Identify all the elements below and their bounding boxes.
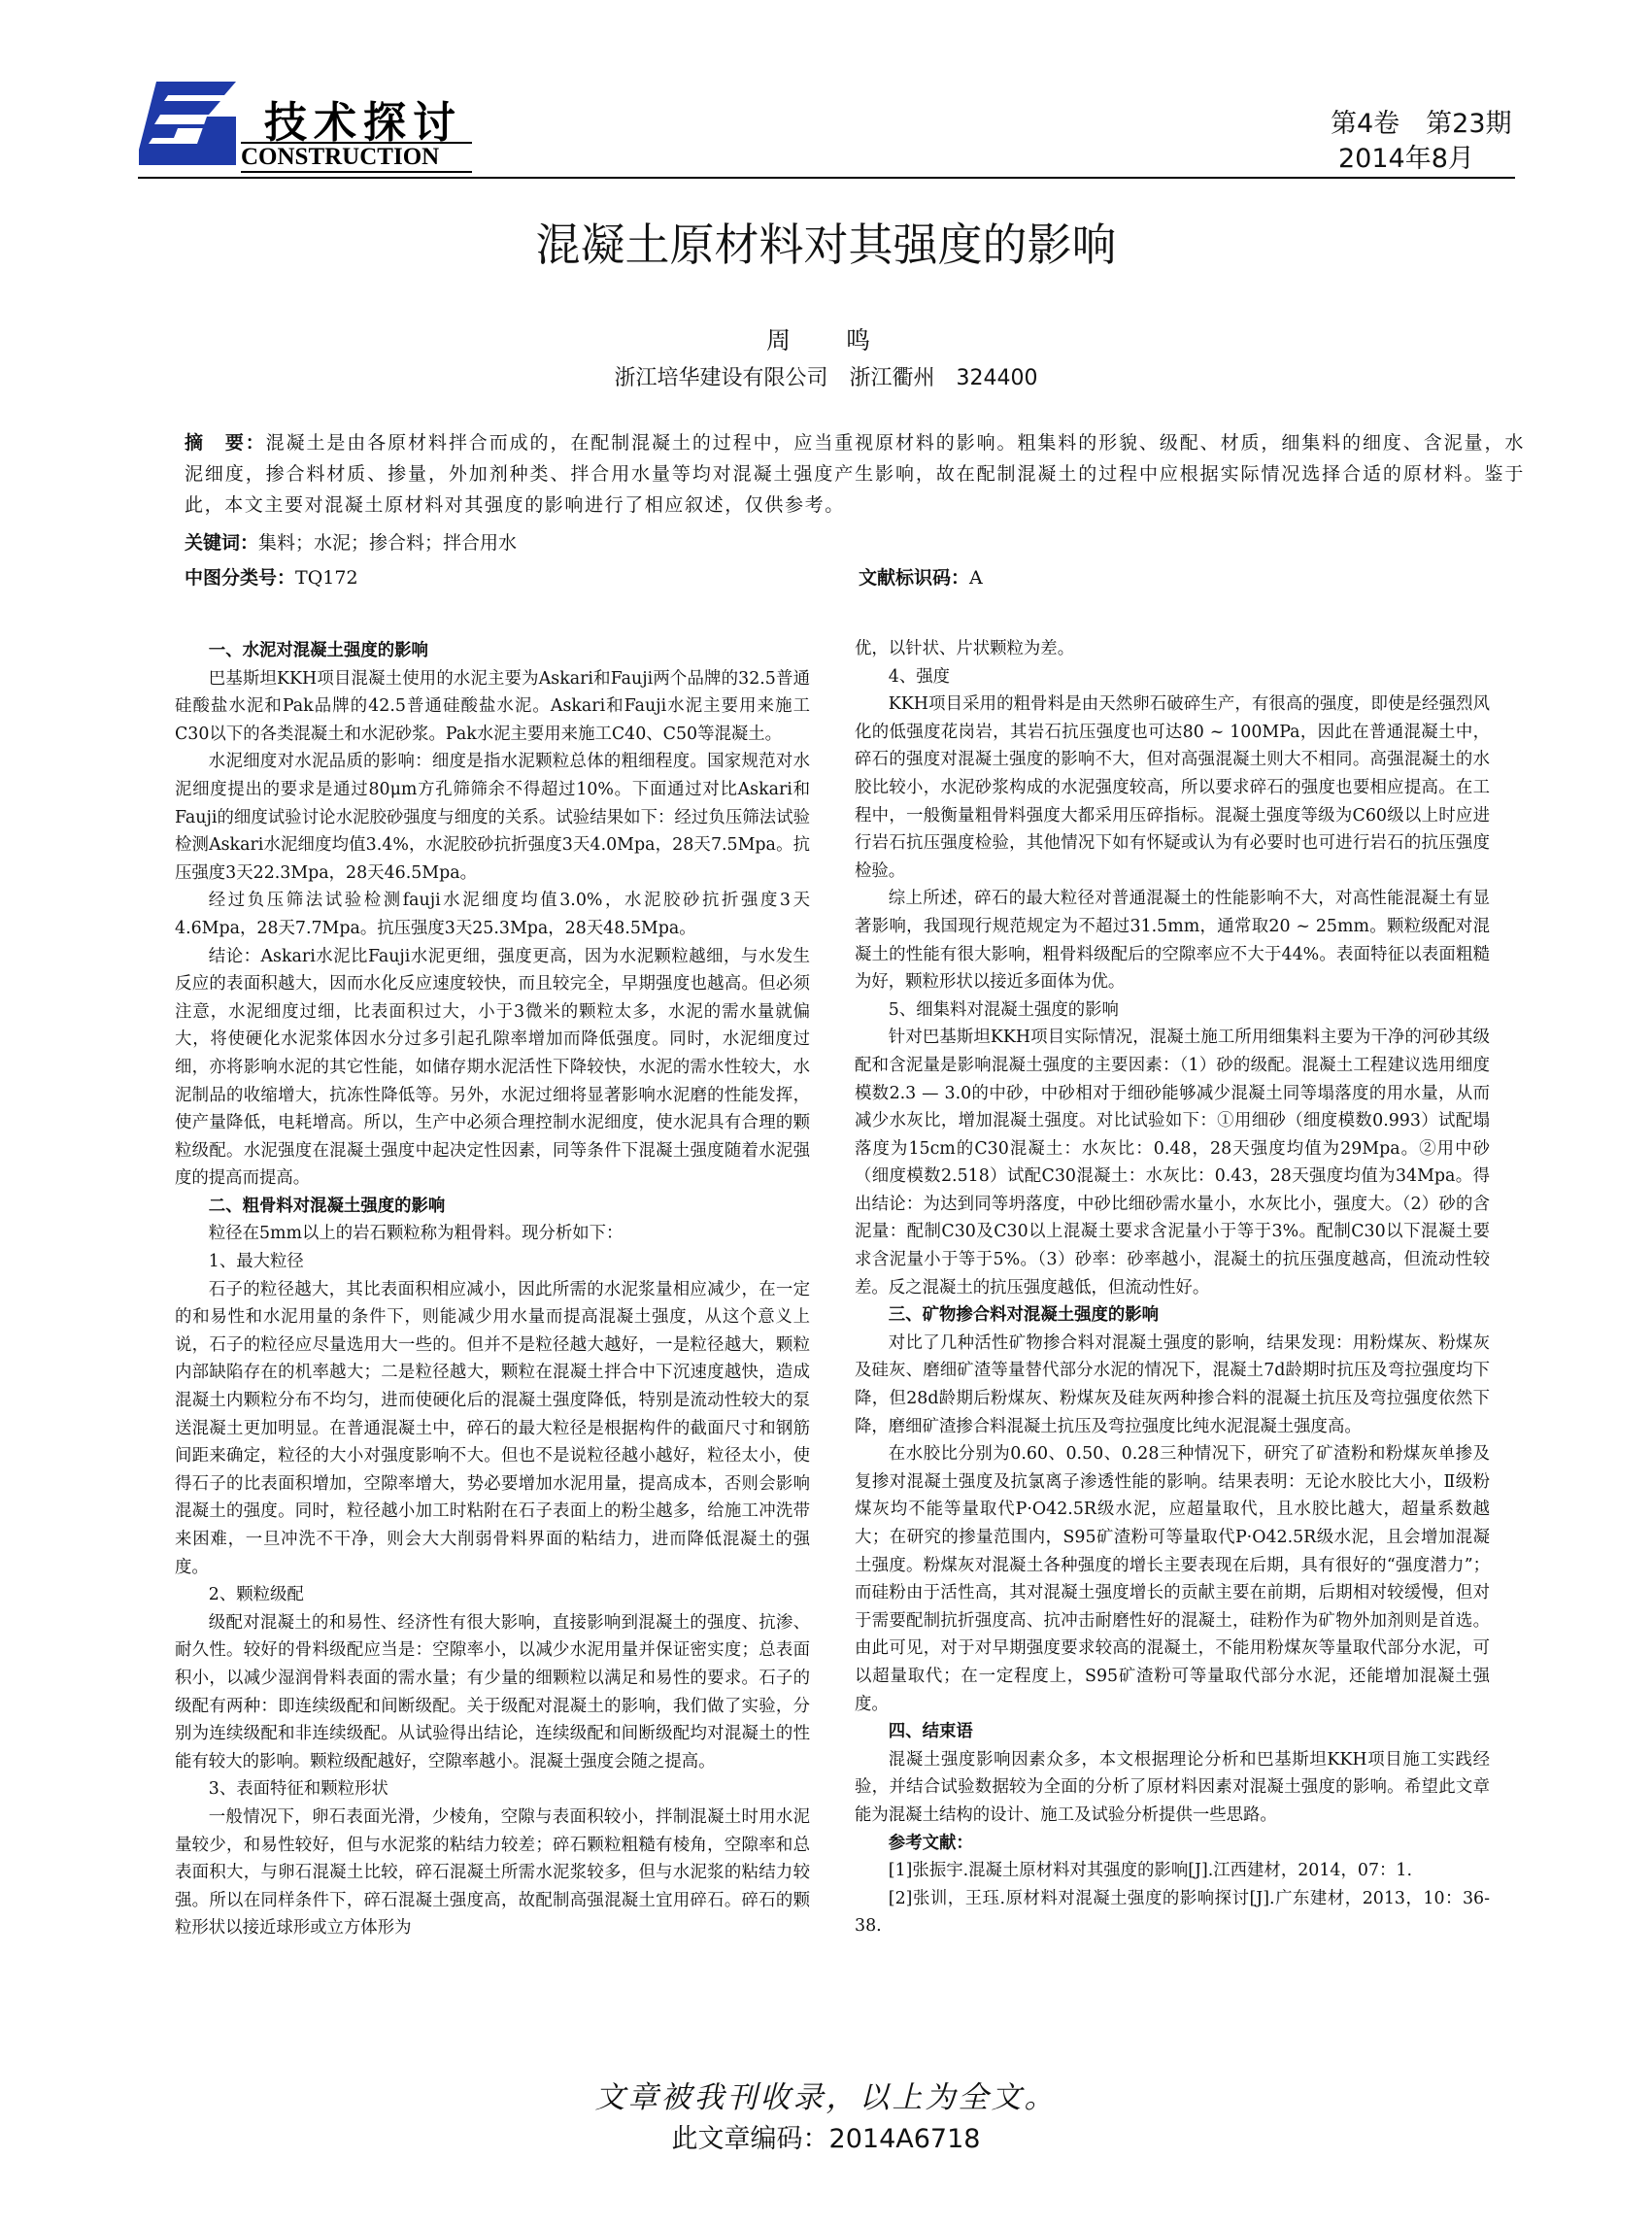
paragraph: KKH项目采用的粗骨料是由天然卵石破碎生产，有很高的强度，即使是经强烈风化的低强度花岗岩，其岩石抗压强度也可达80 ~ 100MPa，因此在普通混凝土中，碎石的强度对混凝土强度的影响不大，但对高强混凝土则大不相同。高强混凝土的水胶比较小，水泥砂浆构成的水泥强度较高，所以要求碎石的强度也要相应提高。在工程中，一般衡量粗骨料强度大都采用压碎指标。混凝土强度等级为C60级以上时应进行岩石抗压强度检验，其他情况下如有怀疑或认为有必要时也可进行岩石的抗压强度检验。 — [855, 694, 1490, 881]
article-title: 混凝土原材料对其强度的影响 — [535, 219, 1117, 271]
paragraph: 5、细集料对混凝土强度的影响 — [888, 999, 1119, 1020]
issue-date: 2014年8月 — [1338, 144, 1474, 174]
section-heading: 一、水泥对混凝土强度的影响 — [208, 641, 428, 660]
issue-info — [1331, 107, 1512, 177]
keywords-label: 关键词： — [185, 532, 259, 554]
body-column-right — [855, 635, 1490, 1940]
document-code — [859, 563, 983, 590]
paragraph: 一般情况下，卵石表面光滑，少棱角，空隙与表面积较小，拌制混凝土时用水泥量较少，和易性较好，但与水泥浆的粘结力较差；碎石颗粒粗糙有棱角，空隙率和总表面积大，与卵石混凝土比较，碎石混凝土所需水泥浆较多，但与水泥浆的粘结力较强。所以在同样条件下，碎石混凝土强度高，故配制高强混凝土宜用碎石。碎石的颗粒形状以接近球形或立方体形为 — [175, 1806, 810, 1939]
clc-value: TQ172 — [295, 567, 358, 589]
keywords — [185, 528, 517, 555]
paragraph: [1]张振宇.混凝土原材料对其强度的影响[J].江西建材，2014，07：1. — [888, 1861, 1412, 1881]
abstract-label: 摘 要： — [185, 432, 266, 454]
clc-label: 中图分类号： — [185, 567, 296, 589]
paragraph: 级配对混凝土的和易性、经济性有很大影响，直接影响到混凝土的强度、抗渗、耐久性。较好的骨料级配应当是：空隙率小，以减少水泥用量并保证密实度；总表面积小，以减少湿润骨料表面的需水量；有少量的细颗粒以满足和易性的要求。石子的级配有两种：即连续级配和间断级配。关于级配对混凝土的影响，我们做了实验，分别为连续级配和非连续级配。从试验得出结论，连续级配和间断级配均对混凝土的性能有较大的影响。颗粒级配越好，空隙率越小。混凝土强度会随之提高。 — [175, 1612, 810, 1771]
paragraph: 3、表面特征和颗粒形状 — [208, 1779, 388, 1800]
masthead-english: CONSTRUCTION — [241, 142, 472, 173]
paragraph: 1、最大粒径 — [208, 1252, 304, 1272]
doccode-label: 文献标识码： — [859, 567, 970, 589]
paragraph: 在水胶比分别为0.60、0.50、0.28三种情况下，研究了矿渣粉和粉煤灰单掺及复掺对混凝土强度及抗氯离子渗透性能的影响。结果表明：无论水胶比大小，Ⅱ级粉煤灰均不能等量取代P·O42.5R级水泥，应超量取代，且水胶比越大，超量系数越大；在研究的掺量范围内，S95矿渣粉可等量取代P·O42.5R级水泥，且会增加混凝土强度。粉煤灰对混凝土各种强度的增长主要表现在后期，具有很好的“强度潜力”；而硅粉由于活性高，其对混凝土强度增长的贡献主要在前期，后期相对较缓慢，但对于需要配制抗折强度高、抗冲击耐磨性好的混凝土，硅粉作为矿物外加剂则是首选。由此可见，对于对早期强度要求较高的混凝土，不能用粉煤灰等量取代部分水泥，可以超量取代；在一定程度上，S95矿渣粉可等量取代部分水泥，还能增加混凝土强度。 — [855, 1444, 1490, 1714]
section-heading: 三、矿物掺合料对混凝土强度的影响 — [888, 1305, 1160, 1326]
section-heading: 参考文献： — [888, 1833, 973, 1853]
paragraph: 综上所述，碎石的最大粒径对普通混凝土的性能影响不大，对高性能混凝土有显著影响，我国现行规范规定为不超过31.5mm，通常取20 ~ 25mm。颗粒级配对混凝土的性能有很大影响，粗骨料级配后的空隙率应不大于44%。表面特征以表面粗糙为好，颗粒形状以接近多面体为优。 — [855, 889, 1490, 993]
article-author: 周 鸣 — [765, 326, 886, 354]
footer-note: 文章被我刊收录，以上为全文。 — [594, 2080, 1058, 2115]
paragraph: 粒径在5mm以上的岩石颗粒称为粗骨料。现分析如下： — [208, 1224, 624, 1244]
classification-number — [185, 563, 358, 590]
section-heading: 二、粗骨料对混凝土强度的影响 — [208, 1196, 446, 1216]
masthead-title: 技术探讨 — [264, 98, 462, 148]
volume-issue: 第4卷 第23期 — [1331, 109, 1512, 139]
journal-logo-icon — [139, 82, 236, 165]
paragraph: 结论：Askari水泥比Fauji水泥更细，强度更高，因为水泥颗粒越细，与水发生反应的表面积越大，因而水化反应速度较快，而且较完全，早期强度也越高。但必须注意，水泥细度过细，比表面积过大，小于3微米的颗粒太多，水泥的需水量就偏大，将使硬化水泥浆体因水分过多引起孔隙率增加而降低强度。同时，水泥细度过细，亦将影响水泥的其它性能，如储存期水泥活性下降较快，水泥的需水性较大，水泥制品的收缩增大，抗冻性降低等。另外，水泥过细将显著影响水泥磨的性能发挥，使产量降低，电耗增高。所以，生产中必须合理控制水泥细度，使水泥具有合理的颗粒级配。水泥强度在混凝土强度中起决定性因素，同等条件下混凝土强度随着水泥强度的提高而提高。 — [175, 946, 810, 1189]
paragraph: 优，以针状、片状颗粒为差。 — [855, 639, 1075, 658]
article-affiliation: 浙江培华建设有限公司 浙江衢州 324400 — [614, 366, 1038, 390]
paragraph: 4、强度 — [888, 666, 951, 687]
paragraph: 石子的粒径越大，其比表面积相应减小，因此所需的水泥浆量相应减少，在一定的和易性和水泥用量的条件下，则能减少用水量而提高混凝土强度，从这个意义上说，石子的粒径应尽量选用大一些的。但并不是粒径越大越好，一是粒径越大，颗粒内部缺陷存在的机率越大；二是粒径越大，颗粒在混凝土拌合中下沉速度越快，造成混凝土内颗粒分布不均匀，进而使硬化后的混凝土强度降低，特别是流动性较大的泵送混凝土更加明显。在普通混凝土中，碎石的最大粒径是根据构件的截面尺寸和钢筋间距来确定，粒径的大小对强度影响不大。但也不是说粒径越小越好，粒径太小，使得石子的比表面积增加，空隙率增大，势必要增加水泥用量，提高成本，否则会影响混凝土的强度。同时，粒径越小加工时粘附在石子表面上的粉尘越多，给施工冲洗带来困难，一旦冲洗不干净，则会大大削弱骨料界面的粘结力，进而降低混凝土的强度。 — [175, 1279, 810, 1577]
paragraph: 经过负压筛法试验检测fauji水泥细度均值3.0%，水泥胶砂抗折强度3天4.6Mpa，28天7.7Mpa。抗压强度3天25.3Mpa，28天48.5Mpa。 — [175, 891, 810, 938]
paragraph: 混凝土强度影响因素众多，本文根据理论分析和巴基斯坦KKH项目施工实践经验，并结合试验数据较为全面的分析了原材料因素对混凝土强度的影响。希望此文章能为混凝土结构的设计、施工及试验分析提供一些思路。 — [855, 1749, 1490, 1825]
paragraph: 水泥细度对水泥品质的影响：细度是指水泥颗粒总体的粗细程度。国家规范对水泥细度提出的要求是通过80μm方孔筛筛余不得超过10%。下面通过对比Askari和Fauji的细度试验讨论水泥胶砂强度与细度的关系。试验结果如下：经过负压筛法试验检测Askari水泥细度均值3.4%，水泥胶砂抗折强度3天4.0Mpa，28天7.5Mpa。抗压强度3天22.3Mpa，28天46.5Mpa。 — [175, 752, 810, 883]
paragraph: 巴基斯坦KKH项目混凝土使用的水泥主要为Askari和Fauji两个品牌的32.5普通硅酸盐水泥和Pak品牌的42.5普通硅酸盐水泥。Askari和Fauji水泥主要用来施工C30以下的各类混凝土和水泥砂浆。Pak水泥主要用来施工C40、C50等混凝土。 — [175, 668, 810, 744]
section-heading: 四、结束语 — [888, 1722, 973, 1742]
paragraph: 2、颗粒级配 — [208, 1585, 304, 1605]
paragraph: 对比了几种活性矿物掺合料对混凝土强度的影响，结果发现：用粉煤灰、粉煤灰及硅灰、磨细矿渣等量替代部分水泥的情况下，混凝土7d龄期时抗压及弯拉强度均下降，但28d龄期后粉煤灰、粉煤灰及硅灰两种掺合料的混凝土抗压及弯拉强度依然下降，磨细矿渣掺合料混凝土抗压及弯拉强度比纯水泥混凝土强度高。 — [855, 1332, 1490, 1436]
body-column-left — [175, 637, 810, 1942]
abstract-text: 混凝土是由各原材料拌合而成的，在配制混凝土的过程中，应当重视原材料的影响。粗集料的形貌、级配、材质，细集料的细度、含泥量，水泥细度，掺合料材质、掺量，外加剂种类、拌合用水量等均对混凝土强度产生影响，故在配制混凝土的过程中应根据实际情况选择合适的原材料。鉴于此，本文主要对混凝土原材料对其强度的影响进行了相应叙述，仅供参考。 — [185, 432, 1525, 516]
keywords-text: 集料；水泥；掺合料；拌合用水 — [258, 532, 518, 554]
paragraph: [2]张训，王珏.原材料对混凝土强度的影响探讨[J].广东建材，2013，10：36-38. — [855, 1888, 1490, 1937]
abstract — [185, 427, 1525, 521]
paragraph: 针对巴基斯坦KKH项目实际情况，混凝土施工所用细集料主要为干净的河砂其级配和含泥量是影响混凝土强度的主要因素：（1）砂的级配。混凝土工程建议选用细度模数2.3 — 3.0的中砂，中砂相对于细砂能够减少混凝土同等塌落度的用水量，从而减少水灰比，增加混凝土强度。对比试验如下：①用细砂（细度模数0.993）试配塌落度为15cm的C30混凝土：水灰比：0.48，28天强度均值为29Mpa。②用中砂（细度模数2.518）试配C30混凝土：水灰比：0.43，28天强度均值为34Mpa。得出结论：为达到同等坍落度，中砂比细砂需水量小，水灰比小，强度大。（2）砂的含泥量：配制C30及C30以上混凝土要求含泥量小于等于3%。配制C30以下混凝土要求含泥量小于等于5%。（3）砂率：砂率越小，混凝土的抗压强度越高，但流动性较差。反之混凝土的抗压强度越低，但流动性好。 — [855, 1028, 1490, 1298]
header-rule — [138, 177, 1515, 179]
doccode-value: A — [969, 567, 983, 589]
footer-code: 此文章编码：2014A6718 — [671, 2124, 981, 2154]
